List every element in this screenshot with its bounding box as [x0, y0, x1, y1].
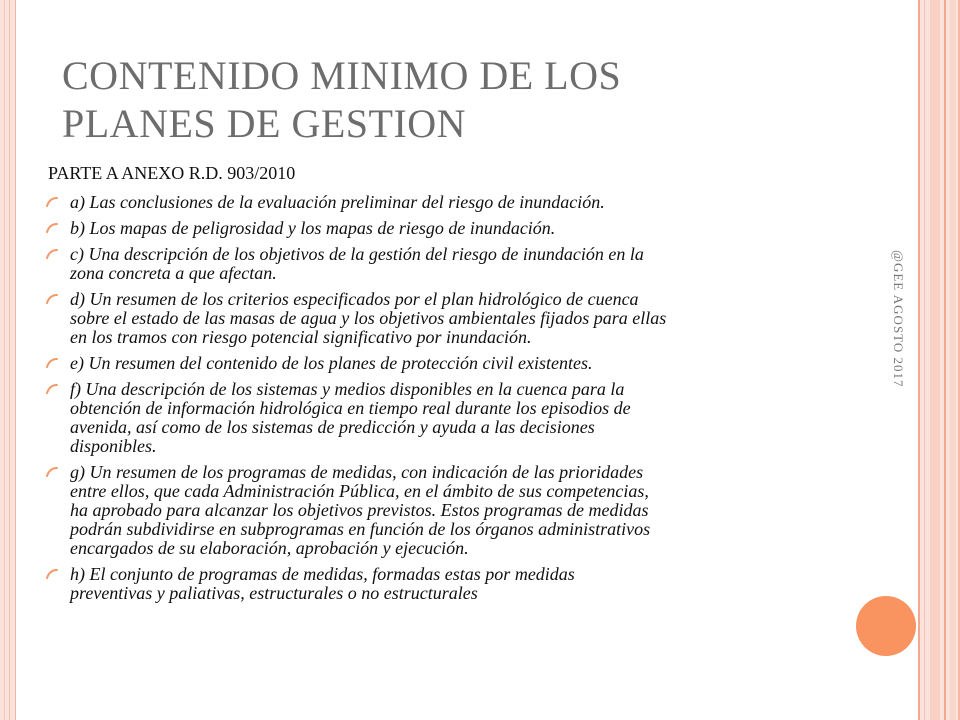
- bullet-line: g) Un resumen de los programas de medidas, con indicación de las prioridades: [70, 462, 644, 482]
- right-border-decoration: [918, 0, 960, 720]
- bullet-line: sobre el estado de las masas de agua y los objetivos ambientales fijados para ellas: [70, 308, 667, 328]
- bullet-line: entre ellos, que cada Administración Pública, en el ámbito de sus competencias,: [70, 481, 649, 501]
- bullet-line: obtención de información hidrológica en tiempo real durante los episodios de: [70, 398, 631, 418]
- bullet-line: encargados de su elaboración, aprobación y ejecución.: [70, 538, 469, 558]
- slide-subtitle: PARTE A ANEXO R.D. 903/2010: [48, 163, 296, 183]
- bullet-line: f) Una descripción de los sistemas y medios disponibles en la cuenca para la: [70, 379, 625, 399]
- bullet-icon: [46, 358, 58, 368]
- bullet-item: [46, 463, 918, 558]
- bullet-line: en los tramos con riesgo potencial significativo por inundación.: [70, 327, 532, 347]
- bullet-item: [46, 380, 918, 456]
- bullet-line: avenida, así como de los sistemas de predicción y ayuda a las decisiones: [70, 417, 595, 437]
- bullet-line: a) Las conclusiones de la evaluación preliminar del riesgo de inundación.: [70, 192, 605, 212]
- bullet-line: disponibles.: [70, 436, 157, 456]
- bullet-icon: [46, 384, 58, 394]
- bullet-item: [46, 219, 918, 238]
- bullet-list: [46, 193, 918, 610]
- decorative-circle: [856, 596, 916, 656]
- bullet-line: d) Un resumen de los criterios especificados por el plan hidrológico de cuenca: [70, 289, 639, 309]
- bullet-item: [46, 354, 918, 373]
- bullet-icon: [46, 223, 58, 233]
- bullet-line: h) El conjunto de programas de medidas, formadas estas por medidas: [70, 564, 575, 584]
- bullet-line: c) Una descripción de los objetivos de la gestión del riesgo de inundación en la: [70, 244, 644, 264]
- bullet-icon: [46, 294, 58, 304]
- bullet-line: preventivas y paliativas, estructurales o no estructurales: [70, 583, 478, 603]
- bullet-icon: [46, 249, 58, 259]
- bullet-line: ha aprobado para alcanzar los objetivos previstos. Estos programas de medidas: [70, 500, 649, 520]
- left-border-decoration: [0, 0, 16, 720]
- bullet-line: podrán subdividirse en subprogramas en función de los órganos administrativos: [70, 519, 651, 539]
- bullet-line: zona concreta a que afectan.: [70, 263, 277, 283]
- slide-title-line-1: CONTENIDO MINIMO DE LOS: [62, 53, 622, 98]
- bullet-icon: [46, 569, 58, 579]
- slide-title: [62, 52, 862, 148]
- bullet-item: [46, 565, 918, 603]
- bullet-icon: [46, 467, 58, 477]
- bullet-item: [46, 290, 918, 347]
- bullet-line: b) Los mapas de peligrosidad y los mapas de riesgo de inundación.: [70, 218, 556, 238]
- bullet-item: [46, 245, 918, 283]
- slide-title-line-2: PLANES DE GESTION: [62, 101, 467, 146]
- bullet-line: e) Un resumen del contenido de los planes de protección civil existentes.: [70, 353, 593, 373]
- bullet-item: [46, 193, 918, 212]
- watermark-text: @GEE AGOSTO 2017: [891, 250, 906, 388]
- bullet-icon: [46, 197, 58, 207]
